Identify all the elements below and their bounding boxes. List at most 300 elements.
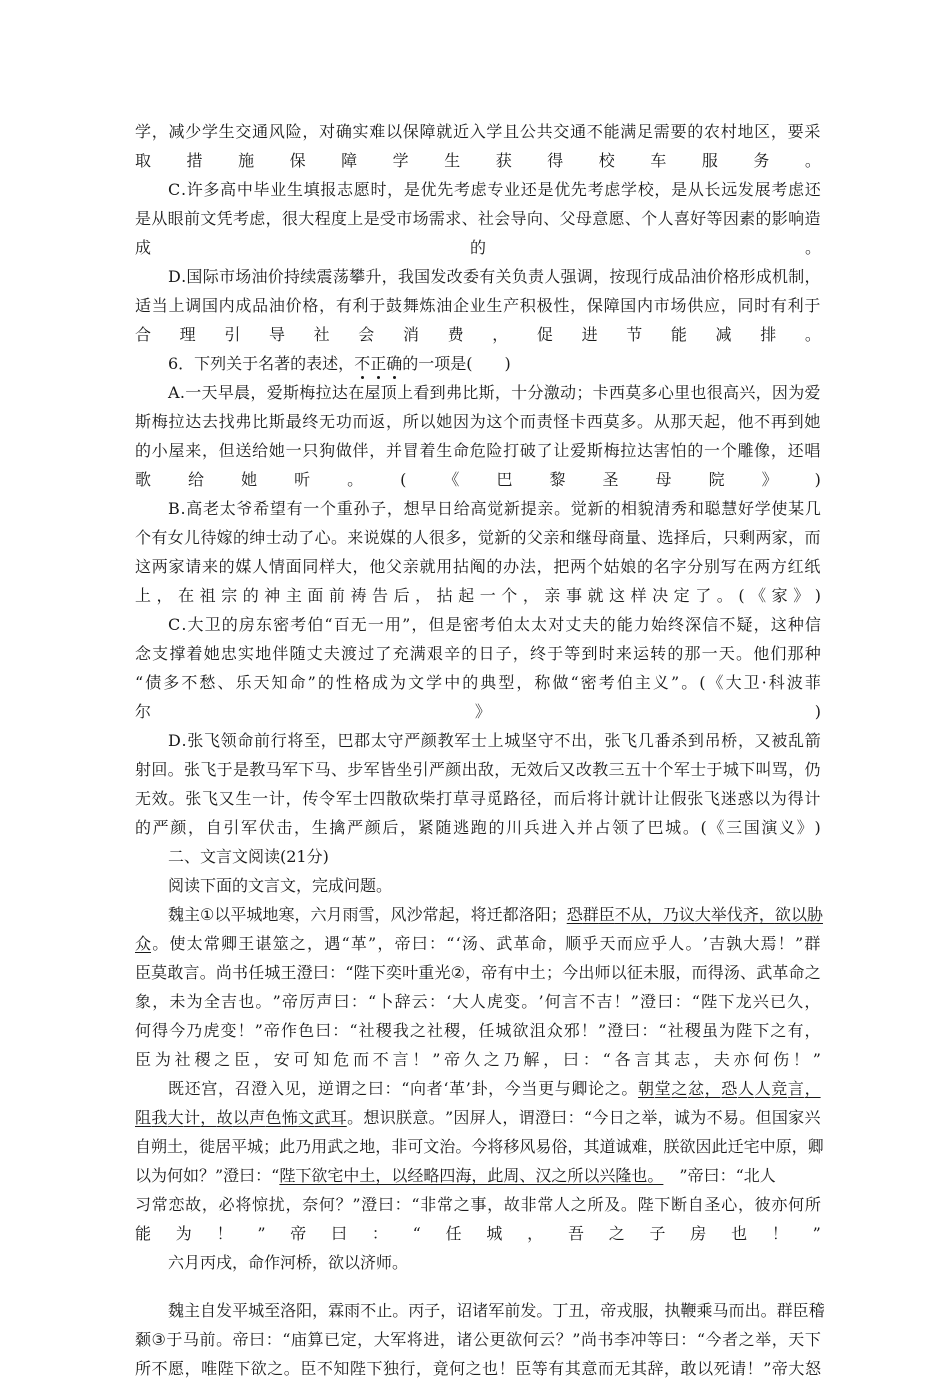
text-char: 达 [637, 441, 654, 460]
text-char: 可 [293, 1050, 310, 1069]
text-char: 。 [167, 760, 184, 779]
text-char: ， [461, 1021, 478, 1040]
text-char: 他 [753, 644, 770, 663]
text-char: 领 [612, 818, 629, 837]
text-char: 一 [185, 383, 202, 402]
text-char: 做 [335, 441, 352, 460]
text-char: 徙 [199, 1137, 216, 1156]
text-char: ， [648, 1301, 665, 1320]
text-char: 比 [462, 383, 479, 402]
text-char: 型 [498, 673, 515, 692]
text-char: 、 [624, 209, 641, 228]
text-char: 。 [716, 586, 733, 605]
text-char: 成 [135, 238, 152, 257]
text-char: 制 [788, 267, 805, 286]
text-char: 比 [252, 412, 269, 431]
text-line [135, 205, 821, 233]
text-char: 学 [621, 180, 638, 199]
text-char: 媒 [379, 528, 396, 547]
text-char: 程 [314, 209, 331, 228]
text-char: 斯 [135, 412, 152, 431]
text-char: 希 [253, 499, 270, 518]
text-char: 今 [169, 1021, 186, 1040]
text-char: 日 [478, 644, 495, 663]
text-char: 大 [788, 1359, 805, 1378]
text-char: 因 [722, 209, 739, 228]
text-char: 诸 [472, 1301, 489, 1320]
text-char: 密 [580, 673, 597, 692]
text-char: 油 [436, 296, 453, 315]
text-char: 有 [787, 1021, 804, 1040]
text-char: 梅 [151, 412, 168, 431]
text-char: 下 [366, 1359, 383, 1378]
text-line [135, 553, 821, 581]
text-char: 就 [436, 122, 453, 141]
text-char: 新 [587, 499, 604, 518]
text-char: 变 [220, 1021, 237, 1040]
text-char: 少 [185, 122, 202, 141]
text-char: 国 [620, 296, 637, 315]
text-char: 、 [479, 934, 496, 953]
text-char: “ [345, 963, 354, 982]
text-char: 、 [641, 528, 658, 547]
text-char: 丑 [568, 1301, 585, 1320]
text-char: 喜 [673, 209, 690, 228]
underlined-char: 堂 [654, 1079, 671, 1098]
text-char: 沮 [529, 1021, 546, 1040]
text-char: 事 [565, 586, 582, 605]
text-char: 将 [470, 905, 487, 924]
text-char: 澄 [361, 1195, 378, 1214]
text-char: 忠 [220, 644, 237, 663]
text-char: 帝 [771, 1359, 788, 1378]
text-char: 但 [755, 1108, 772, 1127]
text-char: ” [597, 1021, 607, 1040]
text-char: 无 [614, 1359, 631, 1378]
text-char: 扰 [268, 1195, 285, 1214]
text-char: 见 [284, 1079, 301, 1098]
text-char: 后 [690, 528, 707, 547]
text-char: 论 [588, 1079, 605, 1098]
text-char: ： [641, 1021, 658, 1040]
text-char: 他 [737, 412, 754, 431]
text-char: 虎 [203, 1021, 220, 1040]
text-char: 亲 [402, 557, 419, 576]
text-char: 陛 [349, 1359, 366, 1378]
text-char: 拉 [168, 412, 185, 431]
text-char: 之 [453, 1195, 470, 1214]
text-char: 地 [262, 905, 279, 924]
text-char: 不 [360, 1301, 377, 1320]
text-char: 唯 [201, 1359, 218, 1378]
text-char: 儿 [183, 528, 200, 547]
text-char: 何 [753, 1050, 770, 1069]
text-char: ！ [771, 1224, 788, 1243]
text-char: 嫁 [216, 528, 233, 547]
text-char: 爱 [804, 383, 821, 402]
text-char: 满 [409, 644, 426, 663]
text-char: 是 [537, 180, 554, 199]
underlined-char: 文 [298, 1108, 315, 1127]
text-char: A [168, 383, 180, 402]
text-char: 是 [403, 180, 420, 199]
text-char: 马 [314, 760, 331, 779]
text-char: 入 [469, 122, 486, 141]
text-char: 时 [370, 180, 387, 199]
text-char: 个 [320, 499, 337, 518]
text-char: 娘 [620, 557, 637, 576]
text-char: 动 [281, 528, 298, 547]
text-char: 川 [506, 818, 523, 837]
text-line [135, 582, 821, 610]
text-char: 费 [447, 325, 464, 344]
text-char: 命 [530, 934, 547, 953]
text-char: 士 [470, 731, 487, 750]
text-char: 之 [409, 1021, 426, 1040]
text-char: 城 [247, 1137, 264, 1156]
text-char: 诚 [673, 1108, 690, 1127]
text-char: 严 [152, 818, 169, 837]
text-char: ‘ [443, 1079, 449, 1098]
text-char: 非 [520, 1195, 537, 1214]
text-char: 考 [771, 180, 788, 199]
text-char: 伴 [352, 441, 369, 460]
text-char: ， [522, 586, 539, 605]
text-line [135, 147, 821, 175]
text-char: 道 [599, 1137, 616, 1156]
text-char: “ [368, 992, 377, 1011]
underlined-char: 阻 [135, 1108, 152, 1127]
text-char: 面 [285, 557, 302, 576]
text-char: 颜 [170, 818, 187, 837]
text-char: 让 [553, 441, 570, 460]
text-char: 专 [487, 180, 504, 199]
text-char: 波 [786, 673, 803, 692]
text-char: 因 [695, 1137, 712, 1156]
text-char: 占 [594, 818, 611, 837]
text-char: 种 [804, 644, 821, 663]
text-char: 土 [167, 1137, 184, 1156]
text-char: 曰 [563, 1050, 580, 1069]
text-char: 武 [327, 1137, 344, 1156]
text-char: 算 [307, 1330, 324, 1349]
text-char: 乱 [788, 731, 805, 750]
text-char: 人 [544, 267, 561, 286]
text-char: 为 [186, 992, 203, 1011]
text-char: ， [527, 1224, 544, 1243]
text-char: 天 [718, 644, 735, 663]
text-char: 之 [570, 1195, 587, 1214]
text-char: 会 [494, 209, 511, 228]
text-char: 严 [347, 818, 364, 837]
text-char: 稽 [808, 1301, 825, 1320]
text-char: 城 [665, 818, 682, 837]
text-char: 油 [268, 296, 285, 315]
text-char: 和 [687, 499, 704, 518]
text-char: 执 [664, 1301, 681, 1320]
text-char: 还 [184, 1079, 201, 1098]
text-char: 秀 [671, 499, 688, 518]
text-char: 人 [412, 528, 429, 547]
text-char: 父 [386, 557, 403, 576]
text-char: 天 [253, 673, 270, 692]
text-char: 高 [220, 180, 237, 199]
text-char: 写 [720, 557, 737, 576]
text-char: 请 [185, 557, 202, 576]
text-char: 沙 [406, 905, 423, 924]
text-char: 造 [804, 209, 821, 228]
text-char: 保 [289, 151, 306, 170]
text-char: 帝 [394, 934, 411, 953]
text-char: 领 [220, 731, 237, 750]
text-char: 的 [604, 499, 621, 518]
text-char: 使 [169, 934, 186, 953]
text-char: 大 [452, 992, 469, 1011]
text-char: 武 [756, 963, 773, 982]
text-char: 伯 [307, 615, 324, 634]
text-char: 重 [336, 499, 353, 518]
text-char: 之 [604, 1079, 621, 1098]
text-char: 人 [668, 934, 685, 953]
text-char: 西 [608, 383, 625, 402]
text-line [135, 1326, 821, 1354]
text-char: 举 [755, 1330, 772, 1349]
text-char: ” [763, 1359, 772, 1378]
text-char: 恋 [168, 1195, 185, 1214]
text-char: 一 [303, 499, 320, 518]
text-char: 女 [167, 528, 184, 547]
text-char: 将 [287, 731, 304, 750]
text-char: 任 [248, 963, 265, 982]
text-char: 拉 [315, 383, 332, 402]
text-char: 祷 [350, 586, 367, 605]
text-char: 文 [408, 673, 425, 692]
text-char: 绅 [249, 528, 266, 547]
text-char: ( [400, 470, 407, 489]
text-char: 发 [216, 1301, 233, 1320]
text-char: 虽 [701, 1021, 718, 1040]
text-char: 内 [218, 296, 235, 315]
underlined-char: 伐 [726, 905, 743, 924]
text-char: 其 [654, 1050, 671, 1069]
text-char: 看 [413, 383, 430, 402]
text-char: 今 [471, 1137, 488, 1156]
text-char: 个 [720, 441, 737, 460]
text-char: 为 [719, 1021, 736, 1040]
text-char: 应 [633, 934, 650, 953]
text-char: ！ [237, 1021, 254, 1040]
text-char: 作 [281, 1021, 298, 1040]
emphasis-text [354, 350, 402, 378]
underlined-char: 声 [249, 1108, 266, 1127]
underlined-char: 不 [614, 905, 631, 924]
text-char: 两 [755, 528, 772, 547]
text-char: 所 [804, 1195, 821, 1214]
text-char: 之 [465, 1359, 482, 1378]
text-char: 出 [578, 963, 595, 982]
text-char: 随 [435, 818, 452, 837]
text-char: 别 [703, 557, 720, 576]
text-char: 前 [328, 586, 345, 605]
text-line [135, 1220, 821, 1248]
text-char: 原 [775, 1137, 792, 1156]
text-char: 邪 [563, 1021, 580, 1040]
text-char: 利 [787, 296, 804, 315]
text-char: 习 [135, 1195, 152, 1214]
text-char: ， [567, 1137, 584, 1156]
text-char: 几 [637, 731, 654, 750]
text-char: 得 [707, 963, 724, 982]
text-char: 下 [739, 760, 756, 779]
text-char: 子 [370, 499, 387, 518]
text-char: 学 [754, 499, 771, 518]
text-char: 命 [452, 441, 469, 460]
text-char: ： [265, 1330, 282, 1349]
text-char: 促 [536, 325, 553, 344]
text-char: 丙 [408, 1301, 425, 1320]
text-char: 愿 [168, 1359, 185, 1378]
text-char: 拈 [436, 586, 453, 605]
text-char: 诚 [615, 1137, 632, 1156]
text-char: 于 [547, 644, 564, 663]
text-char: “ [411, 1195, 420, 1214]
text-char: 吉 [708, 934, 725, 953]
text-char: 。 [682, 818, 699, 837]
text-char: 名 [653, 557, 670, 576]
text-char: 人 [469, 992, 486, 1011]
text-char: ， [494, 760, 511, 779]
text-char: 无 [510, 760, 527, 779]
text-char: 生 [444, 151, 461, 170]
text-char: 以 [419, 412, 436, 431]
text-char: 给 [188, 470, 205, 489]
text-char: 长 [704, 180, 721, 199]
text-char: 引 [223, 818, 240, 837]
text-char: ， [265, 209, 282, 228]
text-char: 自 [135, 1137, 152, 1156]
text-char: 上 [397, 383, 414, 402]
text-char: 于 [369, 296, 386, 315]
text-char: 平 [230, 905, 247, 924]
text-char: ， [151, 122, 168, 141]
text-char: 兴 [739, 383, 756, 402]
text-char: 风 [268, 122, 285, 141]
text-char: 农 [703, 122, 720, 141]
text-char: 格 [302, 296, 319, 315]
text-line [135, 988, 821, 1016]
text-char: 责 [528, 267, 545, 286]
text-char: ， [302, 122, 319, 141]
text-char: 寻 [469, 789, 486, 808]
text-char: ， [753, 615, 770, 634]
text-char: 惑 [737, 789, 754, 808]
text-char: 企 [452, 296, 469, 315]
text-char: 之 [625, 1108, 642, 1127]
underlined-char: 之 [671, 1079, 688, 1098]
text-char: 油 [690, 267, 707, 286]
text-char: 心 [721, 1195, 738, 1214]
text-char: 许 [186, 180, 203, 199]
text-char: ， [570, 296, 587, 315]
text-char: 澄 [640, 992, 657, 1011]
text-char: ， [465, 963, 482, 982]
text-char: 澄 [251, 1079, 268, 1098]
text-char: 是 [135, 209, 152, 228]
text-char: 乐 [235, 673, 252, 692]
text-char: 朔 [151, 1137, 168, 1156]
text-char: 起 [438, 905, 455, 924]
text-char: 臣 [792, 1301, 809, 1320]
text-char: 教 [592, 760, 609, 779]
text-char: 险 [486, 441, 503, 460]
text-char: 取 [135, 151, 152, 170]
text-char: 莫 [625, 383, 642, 402]
text-char: 影 [771, 209, 788, 228]
text-char: ， [201, 441, 218, 460]
text-char: 骂 [771, 760, 788, 779]
text-char: 今 [562, 963, 579, 982]
text-char: 之 [214, 1050, 231, 1069]
text-char: 障 [603, 296, 620, 315]
text-line [168, 176, 821, 204]
text-char: 实 [238, 644, 255, 663]
text-char: 跑 [470, 818, 487, 837]
text-char: 母 [655, 470, 672, 489]
text-char: 圣 [704, 1195, 721, 1214]
text-char: 校 [598, 151, 615, 170]
text-char: 转 [650, 644, 667, 663]
underlined-char: 众 [135, 934, 152, 953]
text-char: 假 [670, 789, 687, 808]
text-char: 言 [392, 1050, 409, 1069]
text-line [135, 1355, 821, 1383]
text-char: 朕 [396, 1108, 413, 1127]
text-char: ， [536, 557, 553, 576]
text-char: 雕 [737, 441, 754, 460]
text-char: 渡 [341, 644, 358, 663]
text-char: 母 [592, 528, 609, 547]
text-char: 传 [302, 789, 319, 808]
text-char: 。 [804, 238, 821, 257]
text-char: ， [387, 180, 404, 199]
text-char: 帝 [600, 1301, 617, 1320]
text-char: 之 [343, 1137, 360, 1156]
text-char: 移 [503, 1137, 520, 1156]
text-char: 非 [420, 1195, 437, 1214]
text-char: 响 [788, 209, 805, 228]
text-char: 破 [519, 441, 536, 460]
text-char: 飞 [703, 789, 720, 808]
text-char: 房 [238, 615, 255, 634]
text-char: 报 [320, 180, 337, 199]
text-char: 言 [561, 992, 578, 1011]
text-char: 。 [428, 1108, 445, 1127]
text-char: 、 [543, 209, 560, 228]
text-line [135, 1133, 824, 1161]
text-char: 这 [486, 412, 503, 431]
text-char: 曰 [312, 963, 329, 982]
underlined-char: 齐 [742, 905, 759, 924]
text-char: 日 [608, 1108, 625, 1127]
text-char: 孙 [353, 499, 370, 518]
text-char: 后 [382, 818, 399, 837]
text-line [135, 321, 821, 349]
text-char: 场 [412, 209, 429, 228]
text-char: 不 [719, 615, 736, 634]
text-char: 更 [538, 1079, 555, 1098]
text-char: 逆 [317, 1079, 334, 1098]
text-char: ， [675, 963, 692, 982]
